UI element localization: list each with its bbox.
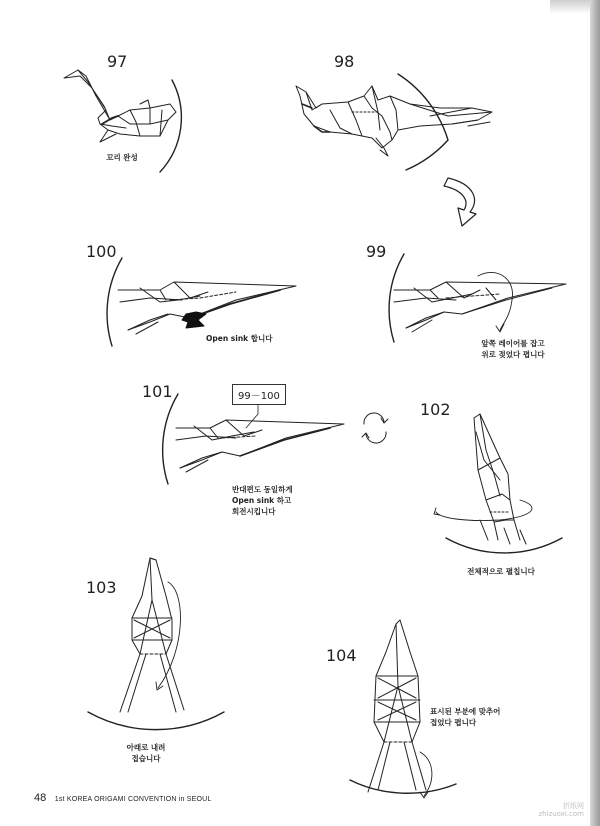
step-101-table-arc <box>163 394 178 484</box>
step-101-reference-box: 99－100 <box>232 384 286 405</box>
step-100-figure <box>118 282 296 334</box>
step-104-figure <box>368 620 426 792</box>
step-104-caption: 표시된 부분에 맞추어 접었다 폅니다 <box>430 707 501 727</box>
rotate-icon <box>362 413 388 443</box>
step-100-caption: Open sink 합니다 <box>206 334 273 343</box>
watermark <box>539 802 585 818</box>
page-number: 48 <box>34 792 47 804</box>
step-103-figure <box>120 558 184 712</box>
step-number-102: 102 <box>420 400 451 419</box>
step-102-figure <box>474 414 526 544</box>
step-100-sink-arrow <box>182 312 206 328</box>
convention-title: 1st KOREA ORIGAMI CONVENTION in SEOUL <box>54 796 212 803</box>
step-number-101: 101 <box>142 382 173 401</box>
step-number-97: 97 <box>107 52 128 71</box>
step-103-table-arc <box>88 712 224 730</box>
step-101-caption: 반대편도 동일하게 Open sink 하고 회전시킵니다 <box>232 485 293 516</box>
step-101-figure <box>176 420 344 472</box>
watermark-line-1: 折纸网 <box>563 802 584 810</box>
step-number-103: 103 <box>86 578 117 597</box>
step-99-figure <box>394 282 566 332</box>
step-102-caption: 전체적으로 펼칩니다 <box>467 567 535 576</box>
step-104-table-arc <box>350 780 456 793</box>
page-footer <box>34 792 212 804</box>
step-number-100: 100 <box>86 242 117 261</box>
step-102-unfold-arrow <box>434 500 532 521</box>
transition-arrow-98-99 <box>444 178 476 226</box>
step-98-figure <box>296 86 492 156</box>
step-103-caption: 아래로 내려 접습니다 <box>126 743 166 763</box>
step-97-caption: 꼬리 완성 <box>106 153 138 162</box>
step-102-table-arc <box>446 538 562 553</box>
step-number-99: 99 <box>366 242 387 261</box>
watermark-line-2: zhizuoxi.com <box>538 810 584 818</box>
step-99-caption: 앞쪽 레이어를 잡고 위로 젖었다 폅니다 <box>481 339 545 359</box>
step-97-figure <box>64 70 176 142</box>
step-number-104: 104 <box>326 646 357 665</box>
step-number-98: 98 <box>334 52 355 71</box>
